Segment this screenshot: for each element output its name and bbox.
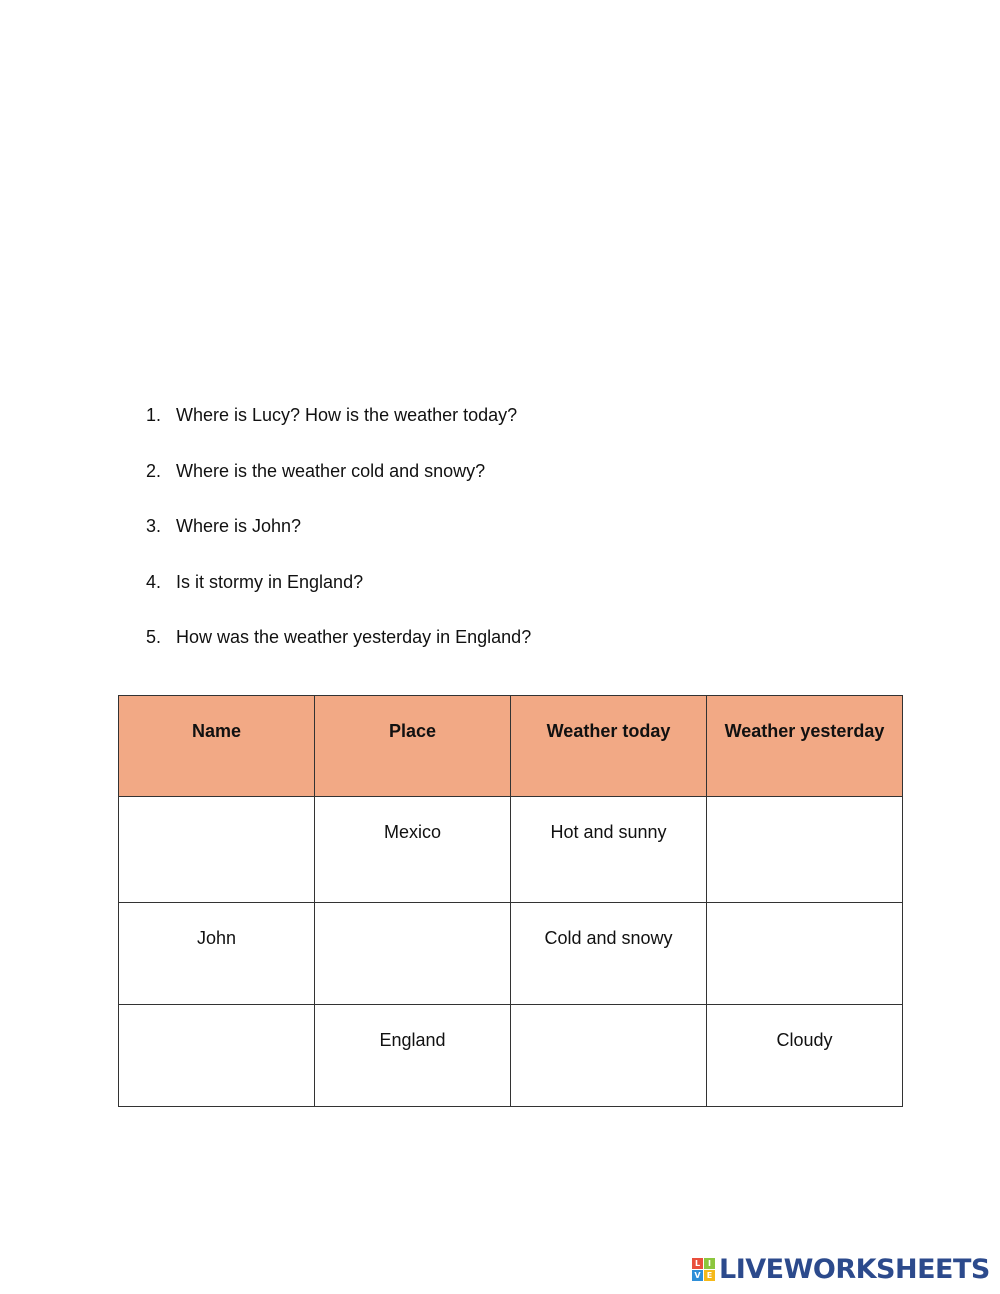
logo-block-i: I <box>704 1258 715 1269</box>
logo-block-v: V <box>692 1270 703 1281</box>
question-item <box>146 458 531 514</box>
table-cell-place: England <box>315 1005 511 1107</box>
header-place: Place <box>315 696 511 797</box>
question-number: 3. <box>146 516 162 536</box>
table-cell-weather-yesterday: Cloudy <box>707 1005 903 1107</box>
question-list <box>146 402 531 680</box>
table-cell-name[interactable] <box>119 797 315 903</box>
question-text: Where is Lucy? How is the weather today? <box>176 405 518 425</box>
table-cell-name[interactable] <box>119 1005 315 1107</box>
question-text: Is it stormy in England? <box>176 571 364 592</box>
table-cell-weather-yesterday[interactable] <box>707 903 903 1005</box>
logo-blocks-icon <box>692 1258 715 1281</box>
logo-block-l: L <box>692 1258 703 1269</box>
header-name: Name <box>119 696 315 797</box>
question-item <box>146 624 531 680</box>
table-row <box>119 1005 903 1107</box>
logo-block-e: E <box>704 1270 715 1281</box>
question-text: Where is the weather cold and snowy? <box>176 460 486 481</box>
liveworksheets-logo <box>692 1253 990 1285</box>
table-cell-weather-today: Cold and snowy <box>511 903 707 1005</box>
table-row <box>119 903 903 1005</box>
table-cell-weather-yesterday[interactable] <box>707 797 903 903</box>
question-text: How was the weather yesterday in England? <box>176 627 532 647</box>
weather-table <box>118 695 903 1107</box>
question-number: 4. <box>146 571 162 592</box>
table-cell-name: John <box>119 903 315 1005</box>
question-text: Where is John? <box>176 516 302 536</box>
logo-text: LIVEWORKSHEETS <box>719 1253 990 1285</box>
table-header-row <box>119 696 903 797</box>
header-weather-today: Weather today <box>511 696 707 797</box>
question-number: 2. <box>146 460 162 481</box>
question-item <box>146 513 531 569</box>
question-number: 1. <box>146 405 162 425</box>
table-cell-weather-today[interactable] <box>511 1005 707 1107</box>
table-cell-weather-today: Hot and sunny <box>511 797 707 903</box>
table-cell-place[interactable] <box>315 903 511 1005</box>
question-number: 5. <box>146 627 162 647</box>
table-row <box>119 797 903 903</box>
header-weather-yesterday: Weather yesterday <box>707 696 903 797</box>
question-item <box>146 569 531 625</box>
table-cell-place: Mexico <box>315 797 511 903</box>
question-item <box>146 402 531 458</box>
